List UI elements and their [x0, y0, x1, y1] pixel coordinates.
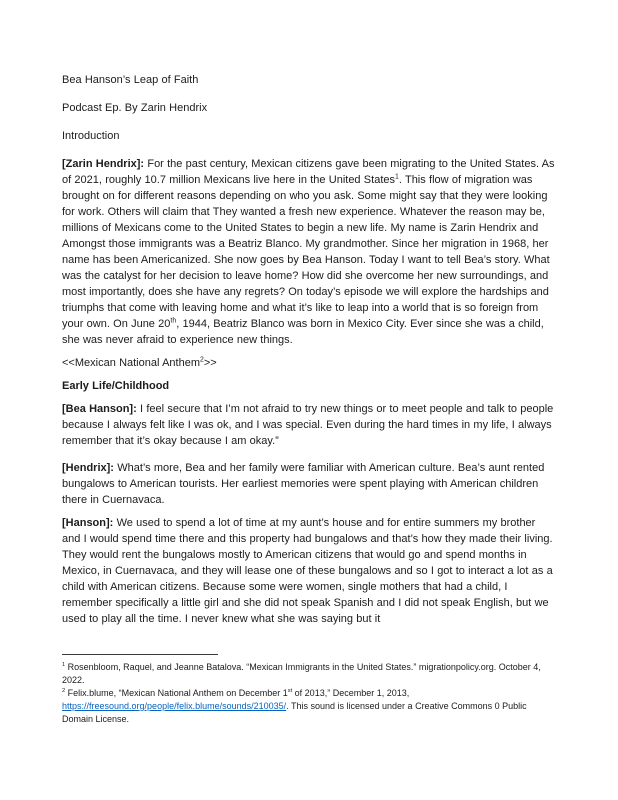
footnote-2-text-mid: of 2013,” December 1, 2013, — [292, 688, 410, 698]
anthem-cue-close: >> — [203, 357, 217, 369]
section-heading-introduction: Introduction — [62, 130, 120, 142]
freesound-link[interactable]: https://freesound.org/people/felix.blume/sounds/210035/ — [62, 701, 287, 711]
hanson-text: We used to spend a lot of time at my aunt’s house and for entire summers my brother and I would spend time there and this property had bungalows and that’s how they made their living. They would rent the bungalows mostly to American citizens that would go and spend months in Mexico, in Cuernavaca, and they will lease one of these bungalows and so I got to interact a lot as a child with American citizens. Because some were women, single mothers that had a child, I remember specifically a little girl and she did not speak Spanish and I did not speak English, but we used to play all the time. I never knew what she was saying but it — [62, 517, 553, 625]
footnote-1-text: Rosenbloom, Raquel, and Jeanne Batalova. “Mexican Immigrants in the United States.” migrationpolicy.org. October 4, 2022. — [62, 662, 541, 685]
paragraph-hendrix — [62, 460, 556, 508]
paragraph-bea-quote — [62, 401, 556, 449]
document-content — [62, 72, 556, 634]
paragraph-intro — [62, 156, 556, 348]
doc-title: Bea Hanson’s Leap of Faith — [62, 74, 199, 86]
ordinal-suffix-st: st — [287, 688, 293, 694]
section-heading-early-life: Early Life/Childhood — [62, 380, 170, 392]
footnote-2-text-end: . This sound is licensed under a Creative Commons 0 Public Domain License. — [62, 701, 527, 724]
footnote-separator — [62, 654, 218, 655]
footnote-1 — [62, 661, 556, 687]
intro-text-before-footnote: For the past century, Mexican citizens gave been migrating to the United States. As of 2021, roughly 10.7 million Mexicans live here in the United States — [62, 158, 555, 186]
hendrix-text: What’s more, Bea and her family were familiar with American culture. Bea’s aunt rented bungalows to American tourists. Her earliest memories were spent playing with American children there in Cuernavaca. — [62, 462, 545, 506]
footnote-ref-2: 2 — [199, 356, 204, 364]
sound-cue-anthem — [62, 355, 556, 371]
speaker-label-zarin-hendrix: [Zarin Hendrix]: — [62, 158, 145, 170]
speaker-label-hendrix: [Hendrix]: — [62, 462, 114, 474]
footnote-2-marker: 2 — [62, 688, 66, 694]
paragraph-hanson — [62, 515, 556, 627]
intro-text-middle: . This flow of migration was brought on for different reasons depending on who you ask. Some might say that they were looking for work. Others will claim that They wanted a fresh new experience. Whatever the reason may be, millions of Mexicans come to the United States to begin a new life. My name is Zarin Hendrix and Amongst those immigrants was a Beatriz Blanco. My grandmother. Since her migration in 1968, her name has been Americanized. She now goes by Bea Hanson. Today I want to tell Bea’s story. What was the catalyst for her decision to leave home? How did she overcome her new surroundings, and most importantly, does she have any regrets? On today’s episode we will explore the hardships and triumphs that come with leaving home and what it’s like to leap into a world that is so foreign from your own. On June 20 — [62, 174, 550, 330]
speaker-label-hanson: [Hanson]: — [62, 517, 114, 529]
footnote-2-text-start: Felix.blume, “Mexican National Anthem on December 1 — [65, 688, 288, 698]
ordinal-suffix-th: th — [170, 317, 177, 325]
doc-byline: Podcast Ep. By Zarin Hendrix — [62, 102, 208, 114]
footnotes-section — [62, 654, 556, 726]
footnote-ref-1: 1 — [395, 173, 399, 181]
intro-text-after: , 1944, Beatriz Blanco was born in Mexico City. Ever since she was a child, she was never afraid to experience new things. — [62, 318, 544, 346]
footnote-2 — [62, 687, 556, 726]
speaker-label-bea-hanson: [Bea Hanson]: — [62, 403, 137, 415]
footnote-1-marker: 1 — [62, 662, 66, 668]
bea-quote-text: I feel secure that I’m not afraid to try new things or to meet people and talk to people because I always felt like I was ok, and I was special. Even during the hard times in my life, I always remember that it’s okay because I am okay.” — [62, 403, 554, 447]
anthem-cue-open: <<Mexican National Anthem — [62, 357, 200, 369]
